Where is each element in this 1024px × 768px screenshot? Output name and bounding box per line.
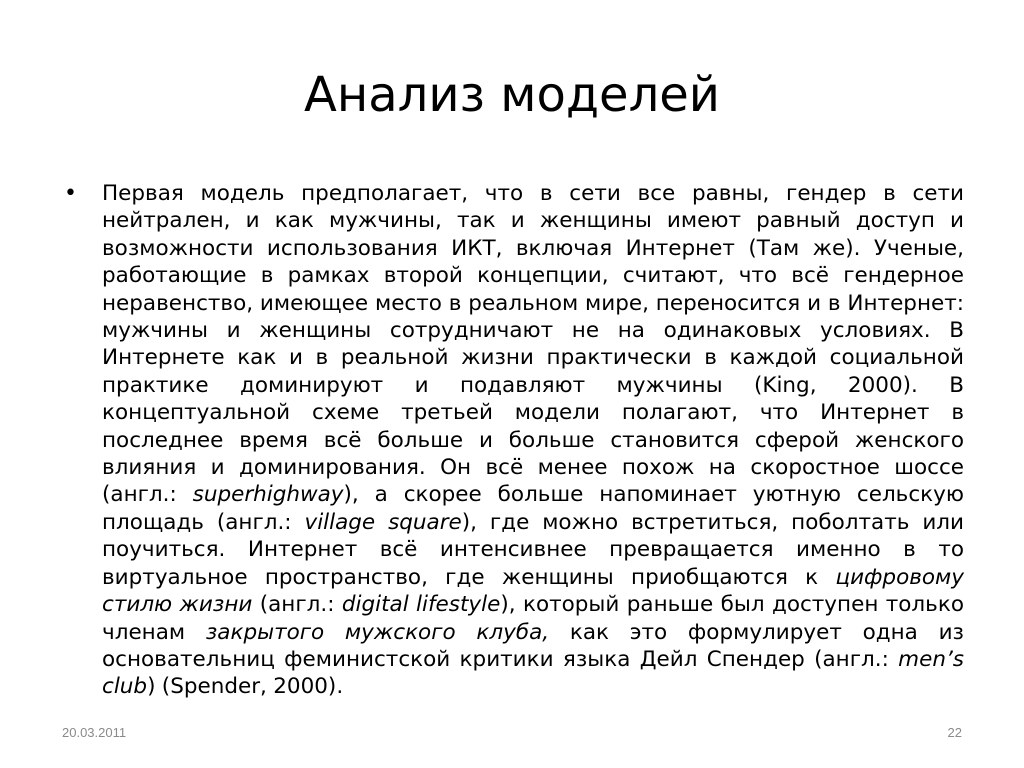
paragraph-italic-term: digital lifestyle <box>341 592 501 618</box>
bullet-item <box>64 180 964 701</box>
footer-date: 20.03.2011 <box>62 725 127 740</box>
paragraph-italic-term: superhighway <box>192 482 344 508</box>
bullet-paragraph <box>102 180 964 701</box>
paragraph-italic-term: men’s club <box>102 646 964 700</box>
paragraph-text: как это формулирует одна из основательниц феминистской критики языка Дейл Спендер (англ.: <box>102 619 964 672</box>
paragraph-text: ), где можно встретиться, поболтать или поучиться. Интернет всё интенсивнее превращается именно в то виртуальное пространство, где женщины приобщаются к <box>102 509 965 590</box>
bullet-icon: • <box>64 181 77 206</box>
slide-body <box>64 180 964 701</box>
paragraph-text: Первая модель предполагает, что в сети все равны, гендер в сети нейтрален, и как мужчины, так и женщины имеют равный доступ и возможности использования ИКТ, включая Интернет (Там же). Ученые, работающие в рамках второй концепции, считают, что всё гендерное неравенство, имеющее место в реальном мире, переносится и в Интернет: мужчины и женщины сотрудничают не на одинаковых условиях. В Интернете как и в реальной жизни практически в каждой социальной практике доминируют и подавляют мужчины (King, 2000). В концептуальной схеме третьей модели полагают, что Интернет в последнее время всё больше и больше становится сферой женского влияния и доминирования. Он всё менее похож на скоростное шоссе (англ.: <box>102 181 964 508</box>
paragraph-text: (англ.: <box>252 592 342 618</box>
paragraph-text: ) (Spender, 2000). <box>147 674 344 700</box>
footer-page-number: 22 <box>947 725 962 740</box>
paragraph-text: ), который раньше был доступен только членам <box>102 592 964 645</box>
paragraph-italic-term: закрытого мужского клуба, <box>205 619 550 645</box>
paragraph-italic-term: цифровому стилю жизни <box>102 564 964 618</box>
slide-title: Анализ моделей <box>304 67 720 123</box>
paragraph-text: ), а скорее больше напоминает уютную сельскую площадь (англ.: <box>102 482 964 535</box>
paragraph-italic-term: village square <box>304 509 462 535</box>
